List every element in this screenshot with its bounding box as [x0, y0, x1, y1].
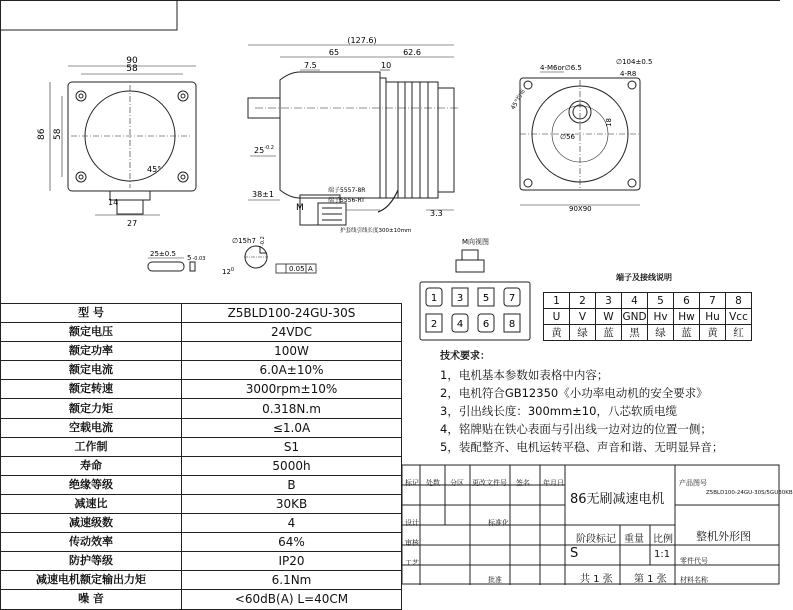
wiring-cell: U — [544, 309, 570, 325]
dim-front-90: 90 — [126, 56, 138, 66]
wiring-row-numbers — [544, 293, 752, 309]
wiring-cell: 绿 — [648, 325, 674, 341]
pin-label: 1 — [430, 293, 438, 304]
spec-row — [1, 361, 402, 380]
spec-row — [1, 380, 402, 399]
wiring-cell: 黄 — [544, 325, 570, 341]
dim-front-14: 14 — [108, 198, 119, 207]
wiring-row-colors — [544, 325, 752, 341]
product-name: 86无刷减速电机 — [570, 492, 665, 507]
wiring-cell: 蓝 — [596, 325, 622, 341]
wiring-cell: Vcc — [726, 309, 752, 325]
spec-label: 型 号 — [1, 304, 182, 323]
pin-label: 5 — [482, 293, 490, 304]
pin-label: 3 — [456, 293, 464, 304]
total-sheets: 共 1 张 — [580, 574, 613, 585]
spec-value: <60dB(A) L=40CM — [182, 590, 402, 609]
dim-side-75: 7.5 — [304, 61, 317, 70]
spec-row — [1, 437, 402, 456]
wiring-cell: 红 — [726, 325, 752, 341]
wiring-cell: 黄 — [700, 325, 726, 341]
front-view — [50, 66, 196, 215]
wiring-title: 端子及接线说明 — [616, 273, 672, 282]
tb-label: 年月日 — [543, 479, 564, 487]
dim-front-27: 27 — [127, 219, 138, 228]
spec-row — [1, 590, 402, 609]
dim-side-total: (127.6) — [347, 36, 377, 45]
tb-label: 更改文件号 — [472, 479, 507, 487]
wiring-cell: 2 — [570, 293, 596, 309]
dim-shaft-15-tol: -0.2 — [260, 236, 266, 246]
tb-label: 分区 — [450, 479, 464, 487]
spec-label: 额定电压 — [1, 323, 182, 342]
technical-requirements — [440, 348, 723, 456]
spec-label: 空载电流 — [1, 418, 182, 437]
spec-value: 3000rpm±10% — [182, 380, 402, 399]
spec-row — [1, 342, 402, 361]
stage-value: S — [570, 546, 579, 561]
weight-label: 重量 — [624, 534, 644, 545]
wiring-cell: W — [596, 309, 622, 325]
spec-label: 额定电流 — [1, 361, 182, 380]
spec-row — [1, 514, 402, 533]
spec-row — [1, 399, 402, 418]
spec-value: S1 — [182, 437, 402, 456]
spec-value: 100W — [182, 342, 402, 361]
spec-label: 工作制 — [1, 437, 182, 456]
wiring-cell: 8 — [726, 293, 752, 309]
part-code-label: 零件代号 — [680, 557, 708, 565]
tb-label: 批准 — [488, 576, 502, 584]
dim-side-65: 65 — [328, 48, 340, 57]
drawing-name: 整机外形图 — [696, 530, 751, 543]
spec-row — [1, 323, 402, 342]
note-item: 5，装配整齐、电机运转平稳、声音和谐、无明显异音； — [440, 440, 724, 454]
spec-label: 绝缘等级 — [1, 475, 182, 494]
pin-label: 2 — [430, 319, 438, 330]
spec-row — [1, 494, 402, 513]
dim-rear-18: 18 — [605, 118, 613, 127]
shaft-section — [244, 246, 316, 273]
note-item: 4，铭牌贴在铁心表面与引出线一边对边的位置一侧； — [440, 422, 712, 436]
spec-value: 64% — [182, 533, 402, 552]
spec-row — [1, 533, 402, 552]
wiring-cell: Hw — [674, 309, 700, 325]
spec-value: 24VDC — [182, 323, 402, 342]
dim-front-45: 45° — [147, 165, 162, 174]
spec-row — [1, 475, 402, 494]
wiring-cell: 蓝 — [674, 325, 700, 341]
tb-label: 审核 — [405, 539, 419, 547]
spec-label: 传动效率 — [1, 533, 182, 552]
wiring-cell: 黑 — [622, 325, 648, 341]
tb-label: 标准化 — [488, 519, 509, 527]
spec-value: 4 — [182, 514, 402, 533]
wiring-table — [543, 292, 752, 341]
dim-shaft-15: ∅15h7 — [232, 237, 256, 245]
dim-front-58: 58 — [126, 64, 138, 74]
wiring-cell: 5 — [648, 293, 674, 309]
dim-side-10: 10 — [381, 61, 392, 70]
spec-label: 减速电机额定输出力矩 — [1, 571, 182, 590]
wiring-cell: 绿 — [570, 325, 596, 341]
spec-label: 额定功率 — [1, 342, 182, 361]
sheet-number: 第 1 张 — [634, 574, 667, 585]
dim-rear-phi104: ∅104±0.5 — [616, 58, 653, 66]
spec-value: IP20 — [182, 552, 402, 571]
spec-label: 额定转速 — [1, 380, 182, 399]
spec-value: 5000h — [182, 456, 402, 475]
spec-table — [0, 303, 402, 610]
spec-label: 额定力矩 — [1, 399, 182, 418]
spec-value: Z5BLD100-24GU-30S — [182, 304, 402, 323]
wiring-cell: 7 — [700, 293, 726, 309]
dim-rear-45: 45°均布 — [509, 87, 528, 111]
note-item: 1，电机基本参数如表格中内容； — [440, 368, 609, 382]
tb-label: 签名 — [516, 479, 530, 487]
note-item: 2，电机符合GB12350《小功率电动机的安全要求》 — [440, 386, 708, 400]
spec-value: 6.0A±10% — [182, 361, 402, 380]
dim-side-25: $25^{-0.2}$ — [254, 145, 274, 155]
spec-value: 30KB — [182, 494, 402, 513]
spec-value: ≤1.0A — [182, 418, 402, 437]
tb-label: 处数 — [426, 479, 440, 487]
spec-value: 0.318N.m — [182, 399, 402, 418]
dim-rear-phi56: ∅56 — [560, 133, 576, 141]
lead-length-note: 护套线引线长度300±10mm — [340, 228, 412, 234]
spec-row — [1, 456, 402, 475]
scale-label: 比例 — [653, 534, 673, 545]
connector-callout-2: 端子5556-RT — [328, 197, 365, 204]
tb-label: 标记 — [405, 479, 419, 487]
pin-label: 4 — [456, 319, 464, 330]
spec-value: B — [182, 475, 402, 494]
spec-label: 减速级数 — [1, 514, 182, 533]
connector-callout-1: 端子5557-8R — [328, 187, 366, 194]
material-label: 材料名称 — [680, 576, 708, 584]
wiring-cell: 1 — [544, 293, 570, 309]
dim-rear-r8: 4-R8 — [620, 70, 637, 78]
runout-datum: A — [308, 265, 313, 273]
wiring-cell: V — [570, 309, 596, 325]
spec-row — [1, 552, 402, 571]
spec-value: 6.1Nm — [182, 571, 402, 590]
spec-row — [1, 418, 402, 437]
runout-value: 0.05 — [289, 265, 305, 273]
spec-label: 噪 音 — [1, 590, 182, 609]
dim-key-5: 5-0.03 — [187, 254, 206, 262]
dim-key-25: 25±0.5 — [150, 250, 176, 258]
wiring-cell: GND — [622, 310, 647, 323]
dim-rear-holes: 4-M6or∅6.5 — [540, 64, 582, 72]
pin-label: 8 — [508, 319, 516, 330]
stage-mark: 阶段标记 — [576, 534, 616, 545]
spec-row — [1, 304, 402, 323]
scale-value: 1:1 — [654, 549, 671, 560]
note-item: 3，引出线长度：300mm±10，八芯软质电缆 — [440, 404, 677, 418]
wiring-cell: Hv — [648, 309, 674, 325]
pin-label: 7 — [508, 293, 516, 304]
product-code: Z5BLD100-24GU-30S/5GU30KB — [706, 490, 793, 496]
dim-rear-90x90: 90X90 — [569, 205, 592, 213]
wiring-row-signals — [544, 309, 752, 325]
m-view-title: M向视图 — [462, 238, 490, 246]
dim-side-33: 3.3 — [430, 209, 443, 218]
spec-label: 防护等级 — [1, 552, 182, 571]
tb-label: 工艺 — [405, 559, 419, 567]
wiring-cell: 4 — [622, 293, 648, 309]
spec-row — [1, 571, 402, 590]
notes-heading: 技术要求： — [440, 351, 490, 362]
dim-front-58v: 58 — [53, 128, 63, 140]
pin-label: 6 — [482, 319, 490, 330]
tb-label: 设计 — [405, 519, 419, 527]
wiring-cell: Hu — [700, 309, 726, 325]
dim-shaft-12: $12^0$ — [222, 267, 235, 276]
spec-label: 寿命 — [1, 456, 182, 475]
dim-side-38: 38±1 — [252, 190, 274, 199]
wiring-cell: 3 — [596, 293, 622, 309]
dim-side-626: 62.6 — [403, 48, 421, 57]
rear-view — [520, 72, 640, 205]
dim-front-86: 86 — [37, 128, 47, 140]
view-arrow-m: M — [296, 203, 304, 213]
product-code-label: 产品图号 — [679, 479, 707, 487]
spec-label: 减速比 — [1, 494, 182, 513]
wiring-cell: 6 — [674, 293, 700, 309]
